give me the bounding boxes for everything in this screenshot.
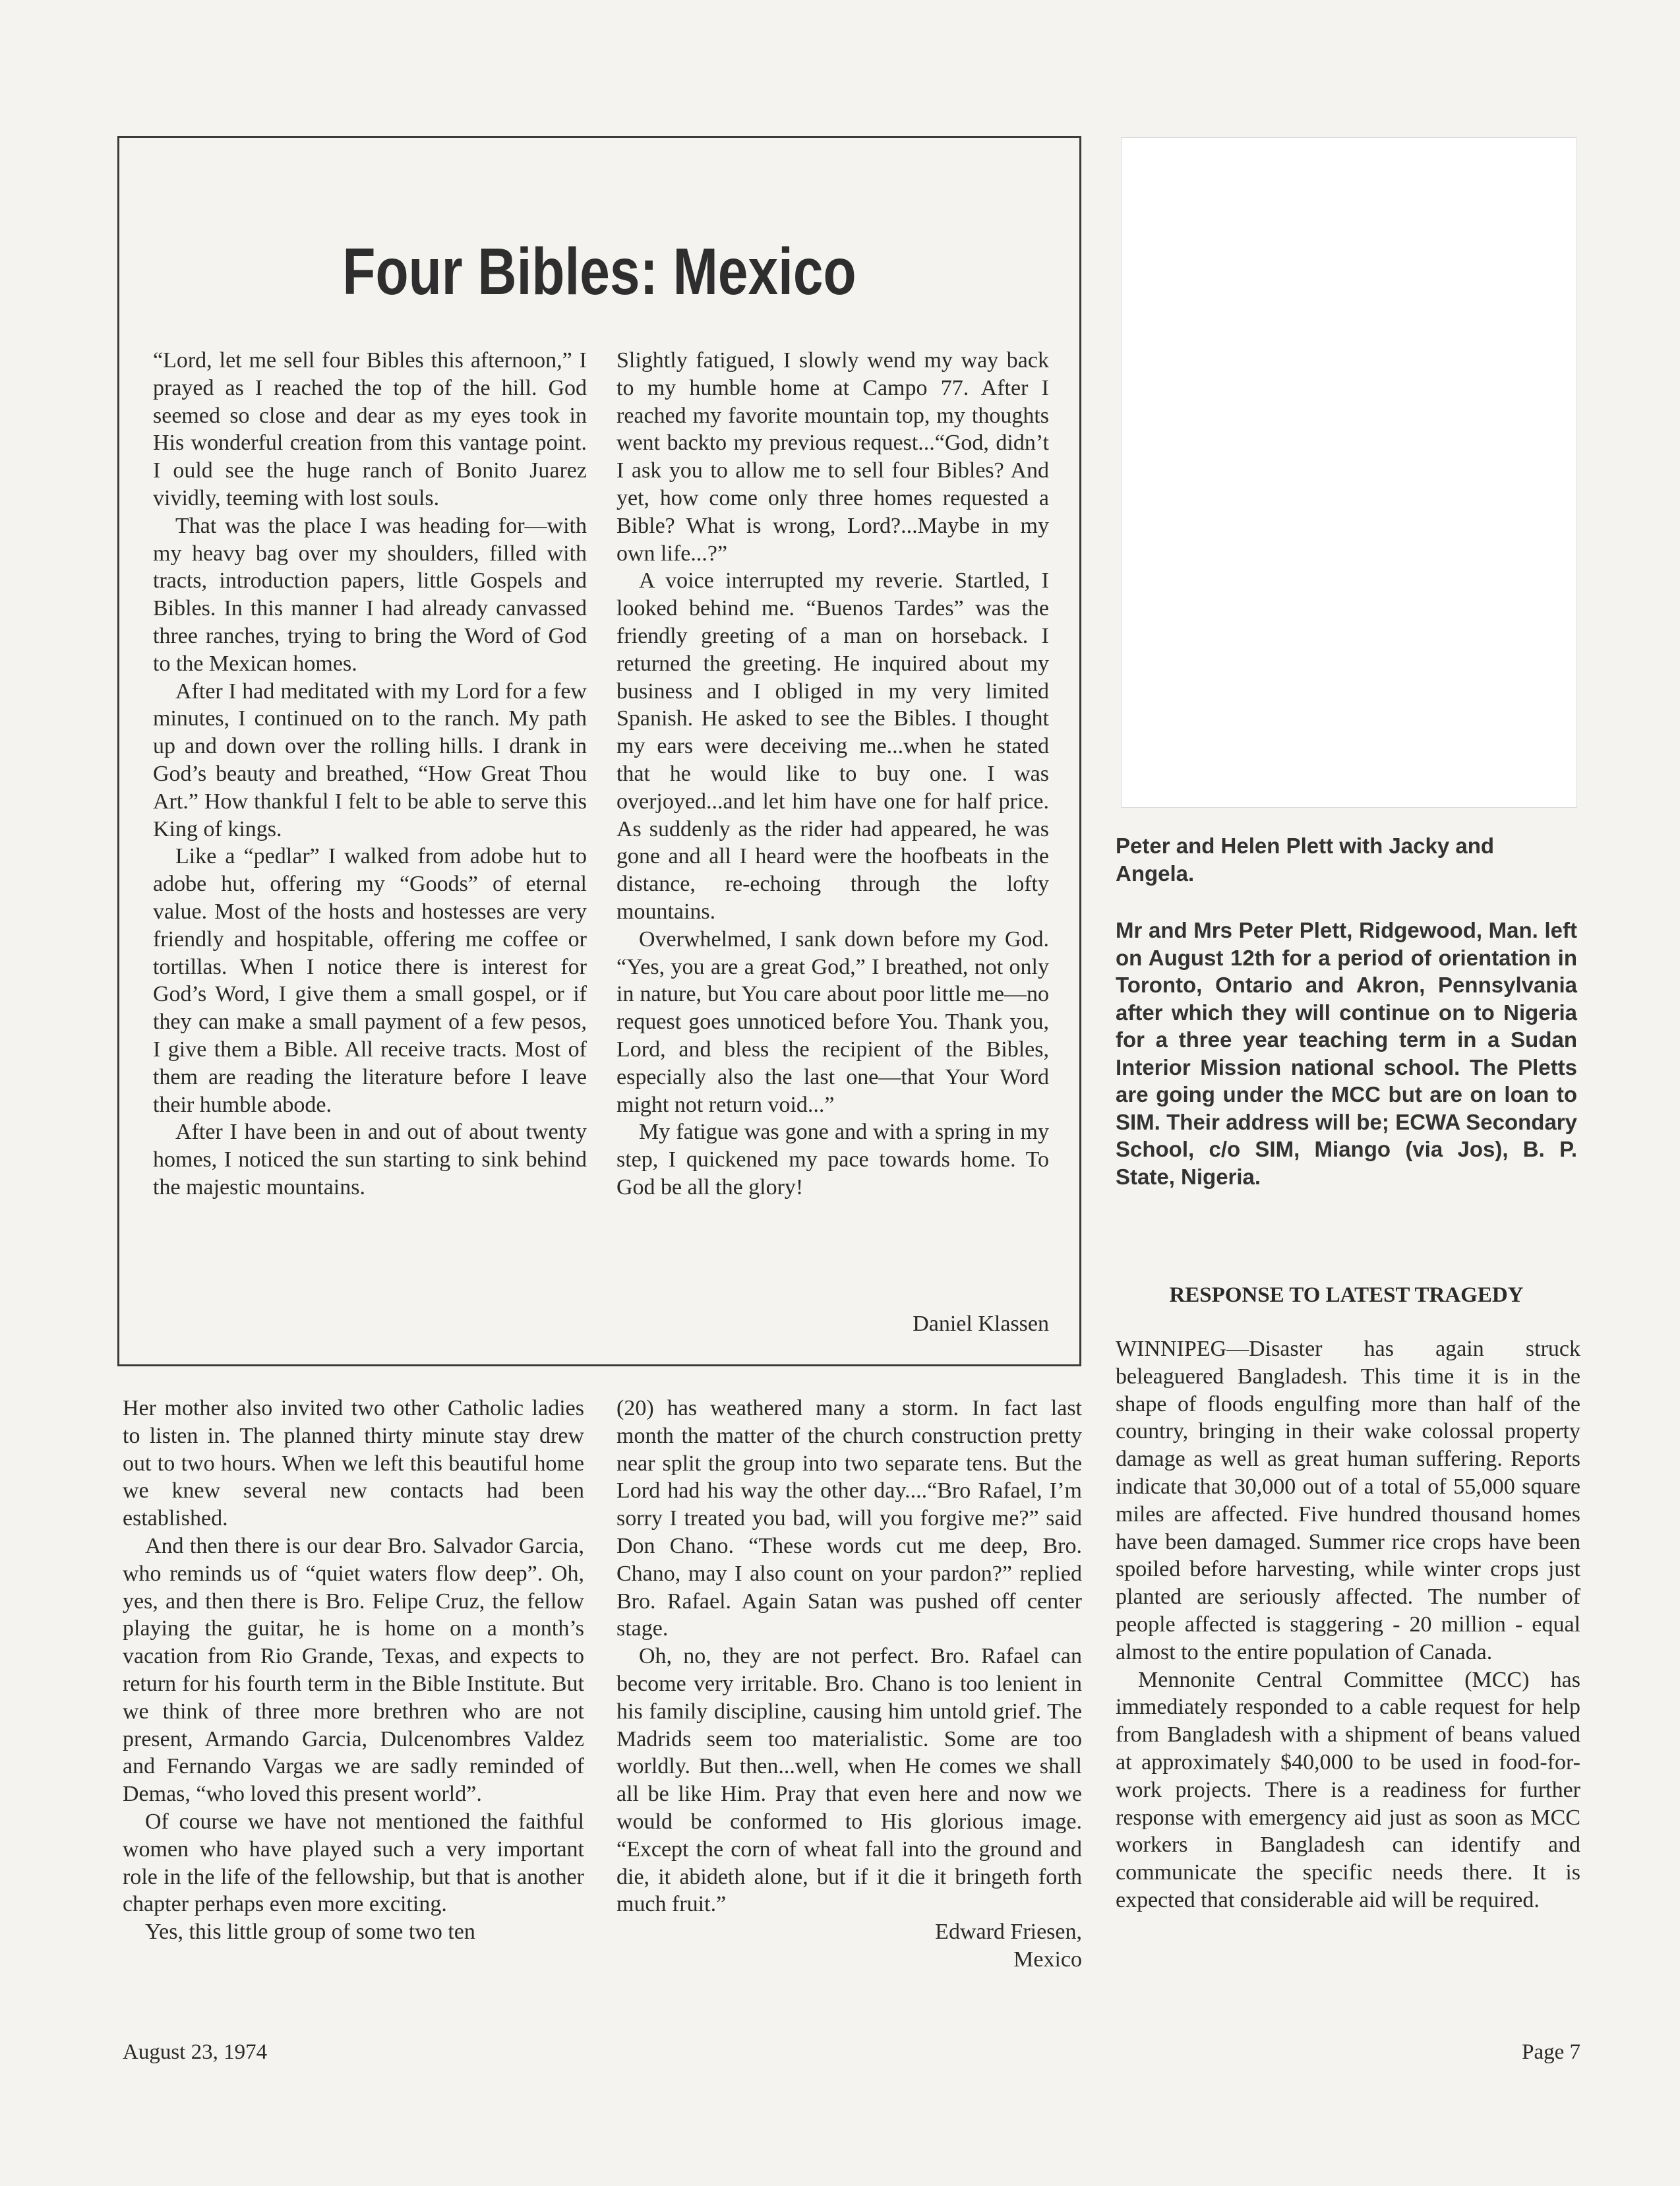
plett-article: Mr and Mrs Peter Plett, Ridgewood, Man. left on August 12th for a period of orientation in Toronto, Ontario and Akron, Pennsylvania after which they will continue on to Nigeria for a three year teaching term in a Sudan Interior Mission national school. The Pletts are going under the MCC but are on loan to SIM. Their address will be; ECWA Secondary School, c/o SIM, Miango (via Jos), B. P. State, Nigeria. — [1116, 918, 1577, 1189]
paragraph: After I have been in and out of about twenty homes, I noticed the sun starting to sink behind the majestic mountains. — [153, 1120, 587, 1199]
paragraph: WINNIPEG—Disaster has again struck beleaguered Bangladesh. This time it is in the shape of floods engulfing more than half of the country, bringing in their wake colossal property damage as well as great human suffering. Reports indicate that 30,000 out of a total of 55,000 square miles are affected. Five hundred thousand homes have been damaged. Summer rice crops have been spoiled before harvesting, while winter crops just planted are seriously affected. The number of people affected is staggering - 20 million - equal almost to the entire population of Canada. — [1116, 1337, 1580, 1664]
paragraph: Yes, this little group of some two ten — [145, 1920, 475, 1945]
paragraph: Mennonite Central Committee (MCC) has immediately responded to a cable request for help from Bangladesh with a shipment of beans valued at approximately $40,000 to be used in food-for-work projects. There is a readiness for further response with emergency aid just as soon as MCC workers in Bangladesh can identify and communicate the specific needs there. It is expected that considerable aid will be required. — [1116, 1667, 1580, 1912]
story-author: Daniel Klassen — [913, 1312, 1049, 1336]
paragraph: “Lord, let me sell four Bibles this afternoon,” I prayed as I reached the top of the hill. God seemed so close and dear as my eyes took in His wonderful creation from this vantage point. I ould see the huge ranch of Bonito Juarez vividly, teeming with lost souls. — [153, 348, 587, 510]
lower-column-1 — [123, 1395, 584, 1946]
photo-caption: Peter and Helen Plett with Jacky and Angela. — [1116, 834, 1495, 886]
paragraph: Of course we have not mentioned the faithful women who have played such a very important role in the life of the fellowship, but that is another chapter perhaps even more exciting. — [123, 1809, 584, 1917]
lower-author-place: Mexico — [1013, 1947, 1082, 1972]
story-column-2 — [616, 347, 1049, 1201]
paragraph: Overwhelmed, I sank down before my God. “Yes, you are a great God,” I breathed, not only in nature, but You care about poor little me—no request goes unnoticed before You. Thank you, Lord, and bless the recipient of the Bibles, especially also the last one—that Your Word might not return void...” — [616, 926, 1049, 1117]
paragraph: My fatigue was gone and with a spring in my step, I quickened my pace towards home. To God be all the glory! — [616, 1120, 1049, 1199]
response-article — [1116, 1335, 1580, 1914]
paragraph: And then there is our dear Bro. Salvador Garcia, who reminds us of “quiet waters flow deep”. Oh, yes, and then there is Bro. Felipe Cruz, the fellow playing the guitar, he is home on a month’s vacation from Rio Grande, Texas, and expects to return for his fourth term in the Bible Institute. But we think of three more brethren who are not present, Armando Garcia, Dulcenombres Valdez and Fernando Vargas we are sadly reminded of Demas, “who loved this present world”. — [123, 1533, 584, 1807]
lower-column-2 — [616, 1395, 1082, 1974]
paragraph: Her mother also invited two other Catholic ladies to listen in. The planned thirty minute stay drew out to two hours. When we left this beautiful home we knew several new contacts had been established. — [123, 1396, 584, 1531]
story-title: Four Bibles: Mexico — [342, 235, 856, 309]
paragraph: After I had meditated with my Lord for a few minutes, I continued on to the ranch. My path up and down over the rolling hills. I drank in God’s beauty and breathed, “How Great Thou Art.” How thankful I felt to be able to serve this King of kings. — [153, 679, 587, 841]
paragraph: A voice interrupted my reverie. Startled, I looked behind me. “Buenos Tardes” was the friendly greeting of a man on horseback. I returned the greeting. He inquired about my business and I obliged in my very limited Spanish. He asked to see the Bibles. I thought my ears were deceiving me...when he stated that he would like to buy one. I was overjoyed...and let him have one for half price. As suddenly as the rider had appeared, he was gone and all I heard were the hoofbeats in the distance, re-echoing through the lofty mountains. — [616, 568, 1049, 924]
paragraph: Oh, no, they are not perfect. Bro. Rafael can become very irritable. Bro. Chano is too lenient in his family discipline, causing him untold grief. The Madrids seem too materialistic. Some are too worldly. But then...well, when He comes we shall all be like Him. Pray that even here and now we would be conformed to His glorious image. “Except the corn of wheat fall into the ground and die, it abideth alone, but if it die it bringeth forth much fruit.” — [616, 1644, 1082, 1917]
lower-author: Edward Friesen, — [935, 1920, 1082, 1945]
story-column-1 — [153, 347, 587, 1201]
paragraph: (20) has weathered many a storm. In fact last month the matter of the church construction pretty near split the group into two separate tens. But the Lord had his way the other day....“Bro Rafael, I’m sorry I treated you bad, will you forgive me?” said Don Chano. “These words cut me deep, Bro. Chano, may I also count on your pardon?” replied Bro. Rafael. Again Satan was pushed off center stage. — [616, 1396, 1082, 1641]
paragraph: That was the place I was heading for—with my heavy bag over my shoulders, filled with tracts, introduction papers, little Gospels and Bibles. In this manner I had already canvassed three ranches, trying to bring the Word of God to the Mexican homes. — [153, 513, 587, 676]
paragraph: Slightly fatigued, I slowly wend my way back to my humble home at Campo 77. After I reached my favorite mountain top, my thoughts went backto my previous request...“God, didn’t I ask you to allow me to sell four Bibles? And yet, how come only three homes requested a Bible? What is wrong, Lord?...Maybe in my own life...?” — [616, 348, 1049, 566]
family-photo — [1121, 137, 1577, 808]
footer-date: August 23, 1974 — [123, 2040, 268, 2064]
footer-page-number: Page 7 — [1522, 2040, 1580, 2064]
paragraph: Like a “pedlar” I walked from adobe hut to adobe hut, offering my “Goods” of eternal value. Most of the hosts and hostesses are very friendly and hospitable, offering me coffee or tortillas. When I notice there is interest for God’s Word, I give them a small gospel, or if they can make a small payment of a few pesos, I give them a Bible. All receive tracts. Most of them are reading the literature before I leave their humble abode. — [153, 844, 587, 1117]
response-heading: RESPONSE TO LATEST TRAGEDY — [1169, 1283, 1524, 1307]
